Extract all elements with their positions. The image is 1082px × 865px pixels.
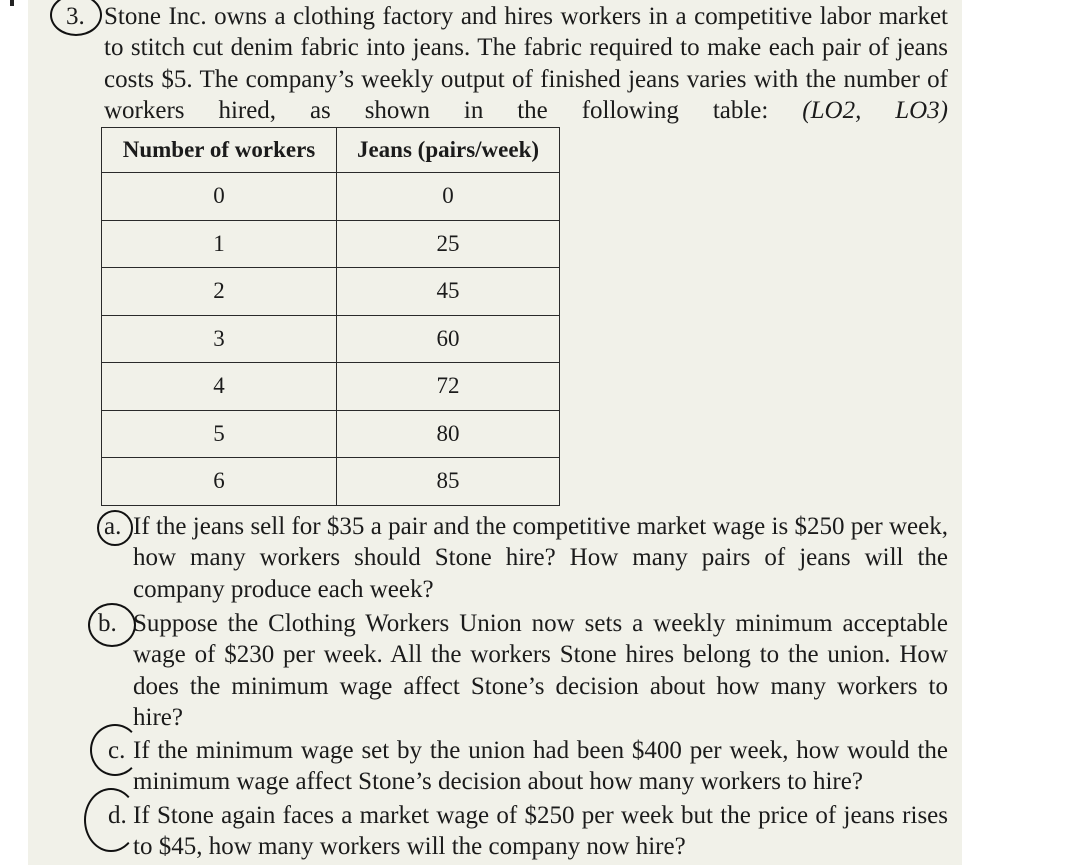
item-b-text: Suppose the Clothing Workers Union now sets a weekly minimum acceptable wage of $230 per week. All the workers Stone hires belong to the union. How does the minimum wage affect Stone’s decision about how many workers to hire? bbox=[133, 610, 948, 731]
cell-workers: 3 bbox=[102, 315, 337, 363]
table-row bbox=[102, 458, 560, 506]
table-row bbox=[102, 315, 560, 363]
cell-workers: 4 bbox=[102, 363, 337, 411]
page-margin bbox=[962, 0, 1082, 865]
table-row bbox=[102, 363, 560, 411]
cell-workers: 6 bbox=[102, 458, 337, 506]
item-d-label: d. bbox=[108, 802, 127, 829]
cell-jeans: 72 bbox=[337, 363, 560, 411]
item-c-text: If the minimum wage set by the union had been $400 per week, how would the minimum wage affect Stone’s decision about how many workers to hire? bbox=[133, 737, 948, 796]
item-d-text: If Stone again faces a market wage of $250 per week but the price of jeans rises to $45, how many workers will the company now hire? bbox=[133, 802, 948, 861]
cell-jeans: 25 bbox=[337, 220, 560, 268]
cell-jeans: 45 bbox=[337, 268, 560, 316]
learning-objectives: (LO2, LO3) bbox=[802, 96, 949, 124]
cell-workers: 2 bbox=[102, 268, 337, 316]
item-c-label: c. bbox=[108, 737, 126, 764]
header-workers: Number of workers bbox=[102, 128, 337, 173]
item-a-text: If the jeans sell for $35 a pair and the competitive market wage is $250 per week, how many workers should Stone hire? How many pairs of jeans will the company produce each week? bbox=[133, 513, 948, 603]
cell-workers: 5 bbox=[102, 410, 337, 458]
cell-jeans: 0 bbox=[337, 173, 560, 221]
table-row bbox=[102, 410, 560, 458]
item-a-label: a. bbox=[104, 513, 122, 540]
header-jeans: Jeans (pairs/week) bbox=[337, 128, 560, 173]
cell-jeans: 60 bbox=[337, 315, 560, 363]
cell-jeans: 80 bbox=[337, 410, 560, 458]
item-b-label: b. bbox=[98, 610, 117, 637]
edge-mark bbox=[10, 0, 14, 6]
question-stem-text: Stone Inc. owns a clothing factory and hires workers in a competitive labor market to stitch cut denim fabric into jeans. The fabric required to make each pair of jeans costs $5. The company’s weekly output of finished jeans varies with the number of workers hired, as shown in the following table: bbox=[104, 3, 948, 124]
question-number: 3. bbox=[66, 3, 85, 30]
question-stem bbox=[104, 1, 948, 126]
cell-workers: 0 bbox=[102, 173, 337, 221]
table-row bbox=[102, 220, 560, 268]
cell-jeans: 85 bbox=[337, 458, 560, 506]
table-row bbox=[102, 268, 560, 316]
table-header-row bbox=[102, 128, 560, 173]
table-row bbox=[102, 173, 560, 221]
cell-workers: 1 bbox=[102, 220, 337, 268]
workers-output-table bbox=[101, 127, 560, 506]
